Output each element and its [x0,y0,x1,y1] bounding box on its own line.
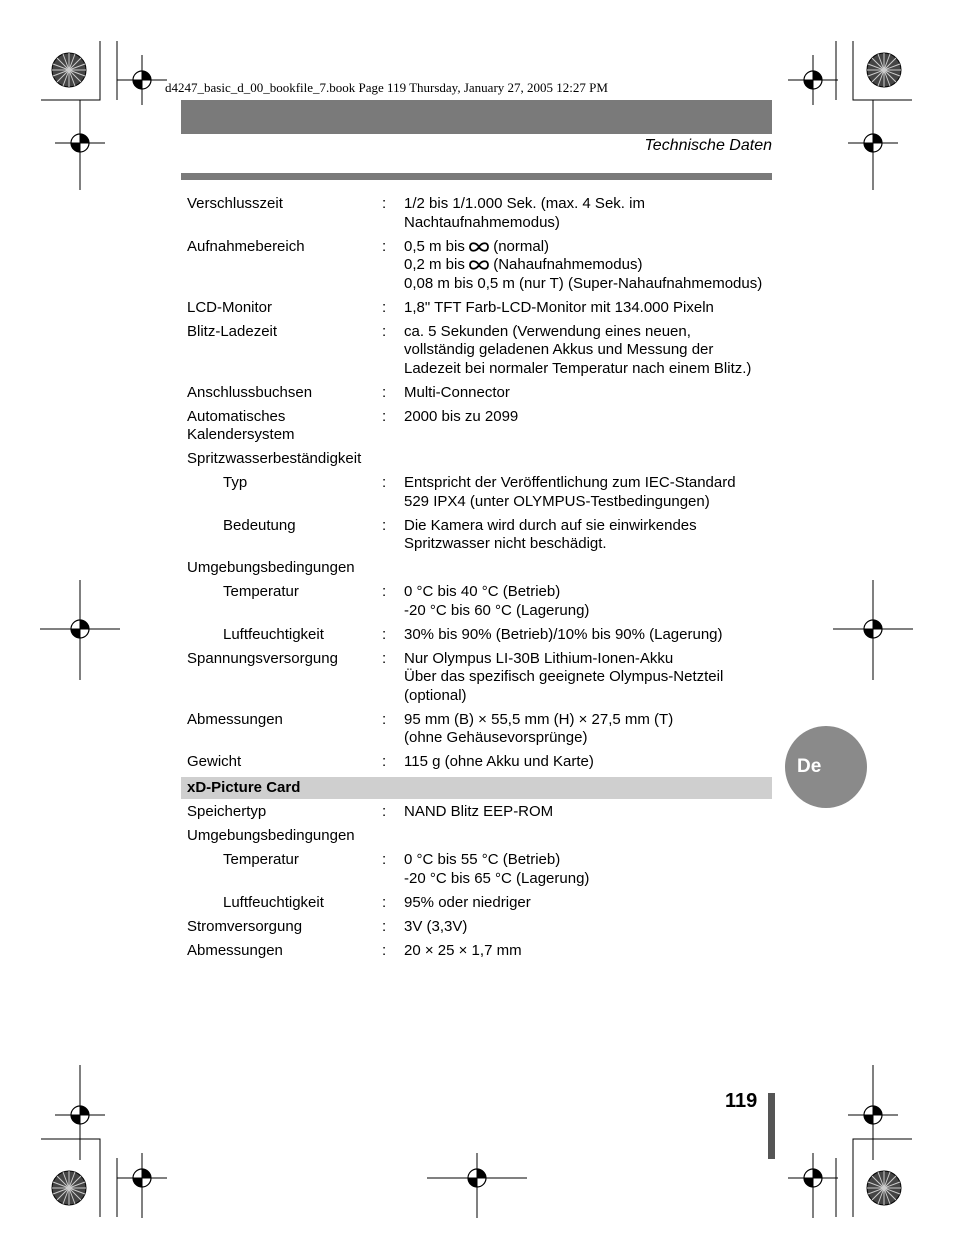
value-line: Spritzwasser nicht beschädigt. [404,535,607,552]
card-section-header: xD-Picture Card [181,777,772,799]
color-wheel-icon [867,53,901,87]
card-row-luftfeuchtigkeit [181,894,772,913]
value-line: NAND Blitz EEP-ROM [404,803,554,820]
spec-value [404,753,772,772]
spec-colon: : [382,649,387,667]
spec-value [404,195,772,232]
spec-colon: : [382,893,387,911]
spec-label: Anschlussbuchsen [187,383,313,401]
spec-label: Abmessungen [187,941,283,959]
header-rule [181,173,772,180]
spec-row-umgebung [181,559,772,578]
spec-row-aufnahmebereich [181,238,772,294]
spec-label: Temperatur [223,583,299,600]
spec-label: Typ [223,474,248,491]
spec-row-spritzwasser [181,450,772,469]
language-tab [785,726,867,808]
spec-value [404,626,772,645]
value-line: 0,08 m bis 0,5 m (nur T) (Super-Nahaufnahmemodus) [404,274,763,292]
value-line: Nachtaufnahmemodus) [404,213,560,231]
spec-label: Gewicht [187,753,242,770]
spec-row-spannung [181,650,772,706]
spec-value [404,384,772,403]
spec-row-lcd [181,299,772,318]
language-tab-label: De [797,756,822,777]
value-text: 0,5 m bis [404,237,465,255]
value-line: 3V (3,3V) [404,917,468,935]
spec-table [181,195,772,966]
spec-value [404,238,772,294]
spec-row-verschlusszeit [181,195,772,232]
value-line: (optional) [404,686,467,704]
value-line: 20 × 25 × 1,7 mm [404,941,522,959]
spec-colon: : [382,710,387,728]
value-line: 95% oder niedriger [404,893,531,911]
value-line: 0 °C bis 40 °C (Betrieb) [404,583,561,600]
spec-colon: : [382,407,387,425]
value-line [404,256,772,275]
value-line: -20 °C bis 65 °C (Lagerung) [404,869,590,887]
spec-colon: : [382,474,387,491]
card-row-temperatur [181,851,772,888]
value-line: Die Kamera wird durch auf sie einwirkendes [404,516,697,534]
value-line: Über das spezifisch geeignete Olympus-Netzteil [404,668,724,685]
spec-value [404,323,772,379]
title-band [181,100,772,134]
spec-row-bedeutung [181,517,772,554]
spec-row-kalender [181,408,772,445]
spec-row-abmessungen [181,711,772,748]
spec-label: Spannungsversorgung [187,649,338,667]
spec-colon: : [382,322,387,340]
spec-label: Luftfeuchtigkeit [223,893,324,911]
value-line: 2000 bis zu 2099 [404,407,519,425]
value-line: 115 g (ohne Akku und Karte) [404,753,594,770]
spec-label: Aufnahmebereich [187,237,305,255]
spec-label: Stromversorgung [187,917,303,935]
spec-row-anschluss [181,384,772,403]
spec-colon: : [382,298,387,316]
spec-label: LCD-Monitor [187,298,273,316]
spec-label [181,408,382,445]
value-text: (Nahaufnahmemodus) [493,256,643,273]
spec-value [404,942,772,961]
spec-value [404,851,772,888]
spec-label: Verschlusszeit [187,195,283,212]
spec-label: Umgebungsbedingungen [187,559,355,576]
spec-value [404,583,772,620]
spec-row-temperatur [181,583,772,620]
spec-colon: : [382,941,387,959]
value-line: Multi-Connector [404,383,510,401]
value-line: 529 IPX4 (unter OLYMPUS-Testbedingungen) [404,492,710,510]
value-line: (ohne Gehäusevorsprünge) [404,729,588,746]
value-line: 0 °C bis 55 °C (Betrieb) [404,851,561,868]
spec-colon: : [382,753,387,770]
spec-colon: : [382,516,387,534]
page-number-bar [768,1093,775,1159]
value-line: 95 mm (B) × 55,5 mm (H) × 27,5 mm (T) [404,710,674,728]
spec-colon: : [382,237,387,255]
spec-row-luftfeuchtigkeit [181,626,772,645]
spec-label: Spritzwasserbeständigkeit [187,450,362,467]
spec-label: Blitz-Ladezeit [187,322,278,340]
spec-label: Abmessungen [187,710,283,728]
page-number: 119 [725,1090,758,1112]
value-line: 1/2 bis 1/1.000 Sek. (max. 4 Sek. im [404,195,645,212]
card-row-strom [181,918,772,937]
card-row-umgebung [181,827,772,846]
spec-colon: : [382,851,387,868]
value-line: Ladezeit bei normaler Temperatur nach einem Blitz.) [404,359,752,377]
spec-row-gewicht [181,753,772,772]
value-text: (normal) [493,237,550,255]
registration-mark-icon [788,55,838,105]
value-line [404,238,772,257]
spec-colon: : [382,583,387,600]
label-line: Kalendersystem [187,426,295,443]
card-row-speichertyp [181,803,772,822]
section-title: Technische Daten [644,137,772,154]
value-line: -20 °C bis 60 °C (Lagerung) [404,601,590,619]
color-wheel-icon [52,53,86,87]
spec-value [404,918,772,937]
infinity-icon [469,260,489,270]
spec-value [404,517,772,554]
value-line: Nur Olympus LI-30B Lithium-Ionen-Akku [404,649,674,667]
spec-label: Speichertyp [187,803,267,820]
spec-value [404,650,772,706]
spec-value [404,408,772,445]
value-line: vollständig geladenen Akkus und Messung der [404,341,714,358]
spec-colon: : [382,625,387,643]
label-line: Automatisches [187,407,286,425]
value-line: ca. 5 Sekunden (Verwendung eines neuen, [404,322,691,340]
value-line: 1,8" TFT Farb-LCD-Monitor mit 134.000 Pixeln [404,298,714,316]
print-header: d4247_basic_d_00_bookfile_7.book Page 119 Thursday, January 27, 2005 12:27 PM [165,80,608,95]
spec-row-typ [181,474,772,511]
spec-row-blitz [181,323,772,379]
registration-mark-icon [117,55,167,105]
spec-value [404,803,772,822]
spec-label: Umgebungsbedingungen [187,827,355,844]
spec-value [404,894,772,913]
value-line: 30% bis 90% (Betrieb)/10% bis 90% (Lagerung) [404,625,723,643]
value-text: 0,2 m bis [404,256,465,273]
spec-value [404,474,772,511]
color-wheel-icon [867,1171,901,1205]
spec-colon: : [382,917,387,935]
spec-label: Temperatur [223,851,299,868]
infinity-icon [469,242,489,252]
value-line: Entspricht der Veröffentlichung zum IEC-Standard [404,474,736,491]
color-wheel-icon [52,1171,86,1205]
spec-colon: : [382,383,387,401]
spec-label: Luftfeuchtigkeit [223,625,324,643]
spec-colon: : [382,803,387,820]
card-row-abmessungen [181,942,772,961]
spec-colon: : [382,195,387,212]
spec-value [404,299,772,318]
spec-value [404,711,772,748]
spec-label: Bedeutung [223,516,296,534]
